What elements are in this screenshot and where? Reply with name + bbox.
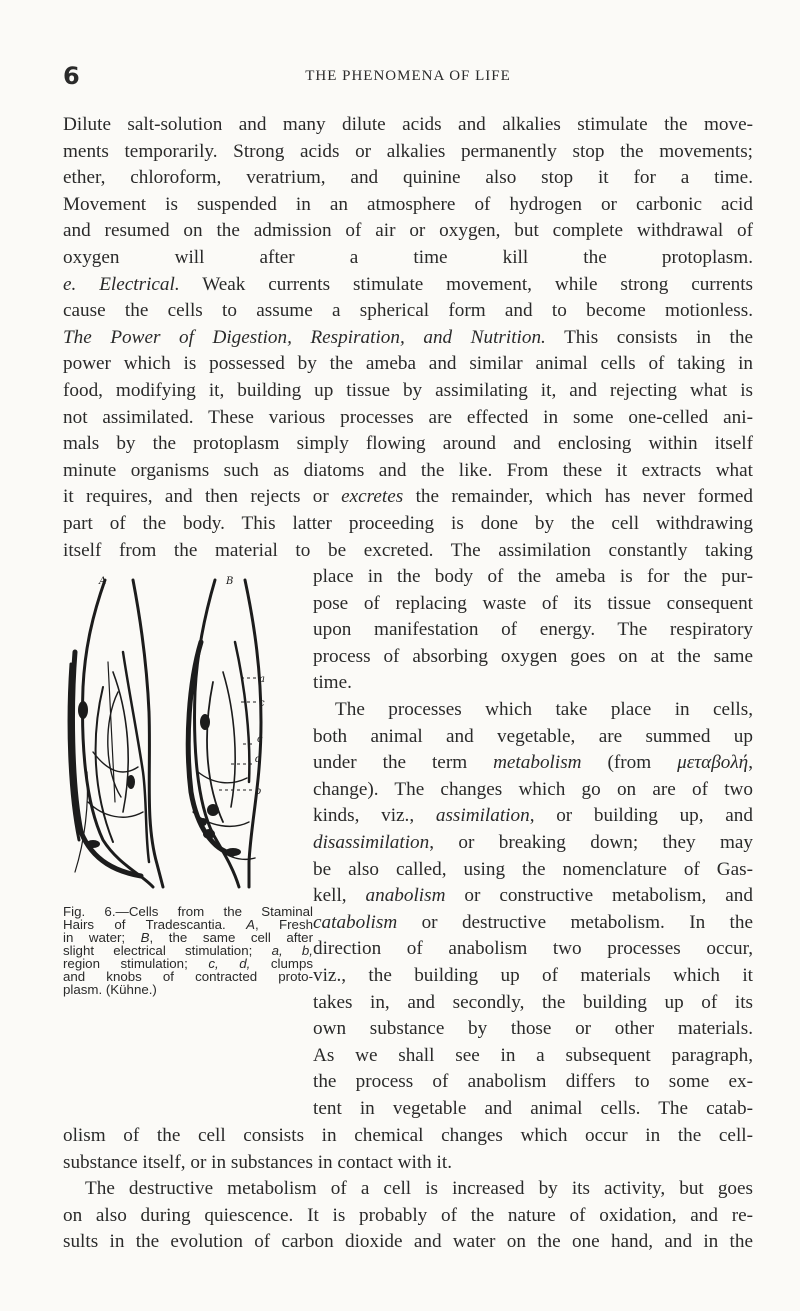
text-line [313,750,753,776]
text-span: direction of anabolism two processes occur, [313,938,753,960]
text-line [63,1229,753,1255]
text-span: This consists in the [545,326,753,348]
text-line [313,777,753,803]
figure-part-label: c [259,698,265,709]
text-span: Dilute salt-solution and many dilute acids and alkalies stimulate the move- [63,114,753,135]
text-line [63,112,753,138]
text-span: be also called, using the nomenclature of Gas- [313,858,753,880]
text-line [63,405,753,431]
text-span: , the same cell after [149,930,314,945]
text-span: process of absorbing oxygen goes on at the same [313,645,753,667]
text-span: tent in vegetable and animal cells. The catab- [313,1098,753,1119]
text-span: own substance by those or other materials. [313,1018,753,1040]
text-span: clumps [250,956,313,971]
text-line [313,830,753,856]
text-line [63,351,753,377]
text-span: As we shall see in a subsequent paragraph, [313,1044,753,1066]
italic-text: catabolism [313,911,398,933]
italic-text: metabolism [493,752,582,774]
text-span: sults in the evolution of carbon dioxide and water on the one hand, and in the [63,1231,753,1253]
text-line [313,591,753,617]
text-line [63,325,753,351]
text-span: Weak currents stimulate movement, while strong currents [179,273,753,295]
italic-text: The Power of Digestion, Respiration, and Nutrition. [63,326,546,348]
text-span: or constructive metabolism, and [445,885,753,907]
text-line [313,883,753,909]
figure-part-label: c [257,734,263,745]
text-line [63,1203,753,1229]
figure-part-label: a [259,674,265,685]
text-line [313,724,753,750]
text-span: part of the body. This latter proceeding is done by the cell withdrawing [63,513,753,534]
text-span: ments temporarily. Strong acids or alkalies permanently stop the movements; [63,140,753,162]
text-span: in water; [63,930,141,945]
text-span: minute organisms such as diatoms and the like. From these it extracts what [63,459,753,481]
text-span: Hairs of Tradescantia. [63,917,247,932]
figure-part-label: b [255,786,262,797]
text-span: food, modifying it, building up tissue by assimilating it, and rejecting what is [63,380,753,401]
italic-text: disassimilation [313,832,430,853]
text-span: , Fresh [254,917,313,932]
text-line [313,803,753,829]
text-line [313,617,753,643]
text-line [313,857,753,883]
text-line [313,963,753,989]
text-span: the process of anabolism differs to some ex- [313,1071,753,1093]
italic-text: e. Electrical. [63,273,180,295]
text-span: time. [313,672,352,694]
text-line [63,1150,753,1176]
text-span: power which is possessed by the ameba and similar animal cells of taking in [63,353,753,375]
text-line [313,1096,753,1122]
italic-text: assimilation [435,805,530,827]
text-line [63,983,313,996]
text-span: it requires, and then rejects or [63,486,342,508]
italic-text: A [246,917,255,932]
text-span: (from [581,752,678,774]
figure-panel-label: B [226,576,234,587]
text-span: , or building up, and [529,805,753,827]
text-span: olism of the cell consists in chemical changes which occur in the cell- [63,1125,753,1146]
text-span: cause the cells to assume a spherical form and to become motionless. [63,300,753,322]
text-line [63,484,753,510]
text-line [313,644,753,670]
text-line [63,245,753,271]
text-line [63,511,753,537]
text-span: on also during quiescence. It is probably of the nature of oxidation, and re- [63,1204,753,1226]
text-span: takes in, and secondly, the building up of its [313,991,753,1013]
text-line [313,910,753,936]
text-line [313,1016,753,1042]
text-line [313,990,753,1016]
running-head: THE PHENOMENA OF LIFE [305,68,511,84]
text-span: viz., the building up of materials which it [313,965,753,986]
text-line [313,564,753,590]
text-span: substance itself, or in substances in contact with it. [63,1151,452,1173]
text-span: , [748,752,753,774]
text-span: and knobs of contracted proto- [63,969,313,984]
text-span: the remainder, which has never formed [403,486,753,508]
text-span: , or breaking down; they may [429,832,753,853]
text-line [313,1069,753,1095]
text-span: place in the body of the ameba is for the pur- [313,566,753,587]
text-span: slight electrical stimulation; [63,943,272,958]
text-line [313,670,753,696]
text-span: not assimilated. These various processes are effected in some one-celled ani- [63,406,753,428]
text-line [63,1176,753,1202]
text-span: Movement is suspended in an atmosphere of hydrogen or carbonic acid [63,193,753,215]
text-span: upon manifestation of energy. The respiratory [313,619,753,641]
text-span: plasm. (Kühne.) [63,982,157,997]
italic-text: excretes [341,486,404,508]
text-span: or destructive metabolism. In the [397,911,753,933]
text-line [63,298,753,324]
text-line [63,458,753,484]
text-line [63,1123,753,1149]
text-span: oxygen will after a time kill the protoplasm. [63,247,753,268]
figure-part-label: d [255,754,262,765]
figure-panel-label: A [99,576,107,587]
text-span: both animal and vegetable, are summed up [313,725,753,747]
text-span: and resumed on the admission of air or oxygen, but complete withdrawal of [63,220,753,242]
text-line [63,538,753,564]
text-span: change). The changes which go on are of two [313,778,753,800]
page-header [63,62,753,96]
italic-text: μεταβολή [677,752,749,774]
text-line [313,1043,753,1069]
italic-text: c, d, [208,956,251,971]
text-line [63,192,753,218]
text-span: under the term [313,752,494,774]
text-span: The destructive metabolism of a cell is increased by its activity, but goes [85,1178,753,1200]
text-span: region stimulation; [63,956,209,971]
text-line [63,378,753,404]
text-line [313,697,753,723]
italic-text: B [140,930,150,945]
text-line [63,139,753,165]
text-line [63,272,753,298]
text-line [63,218,753,244]
figure-tradescantia-cells [63,572,313,892]
italic-text: a, b, [271,943,314,958]
text-span: itself from the material to be excreted. The assimilation constantly taking [63,539,753,561]
page-number: 6 [63,62,80,90]
text-span: kell, [313,885,366,907]
text-span: mals by the protoplasm simply flowing around and enclosing within itself [63,433,753,455]
text-line [63,431,753,457]
text-span: The processes which take place in cells, [335,699,753,720]
italic-text: anabolism [365,885,446,907]
text-span: Fig. 6.—Cells from the Staminal [63,904,313,919]
text-span: kinds, viz., [313,805,436,827]
text-span: ether, chloroform, veratrium, and quinine also stop it for a time. [63,167,753,189]
text-line [63,165,753,191]
text-span: pose of replacing waste of its tissue consequent [313,592,753,614]
text-line [313,936,753,962]
